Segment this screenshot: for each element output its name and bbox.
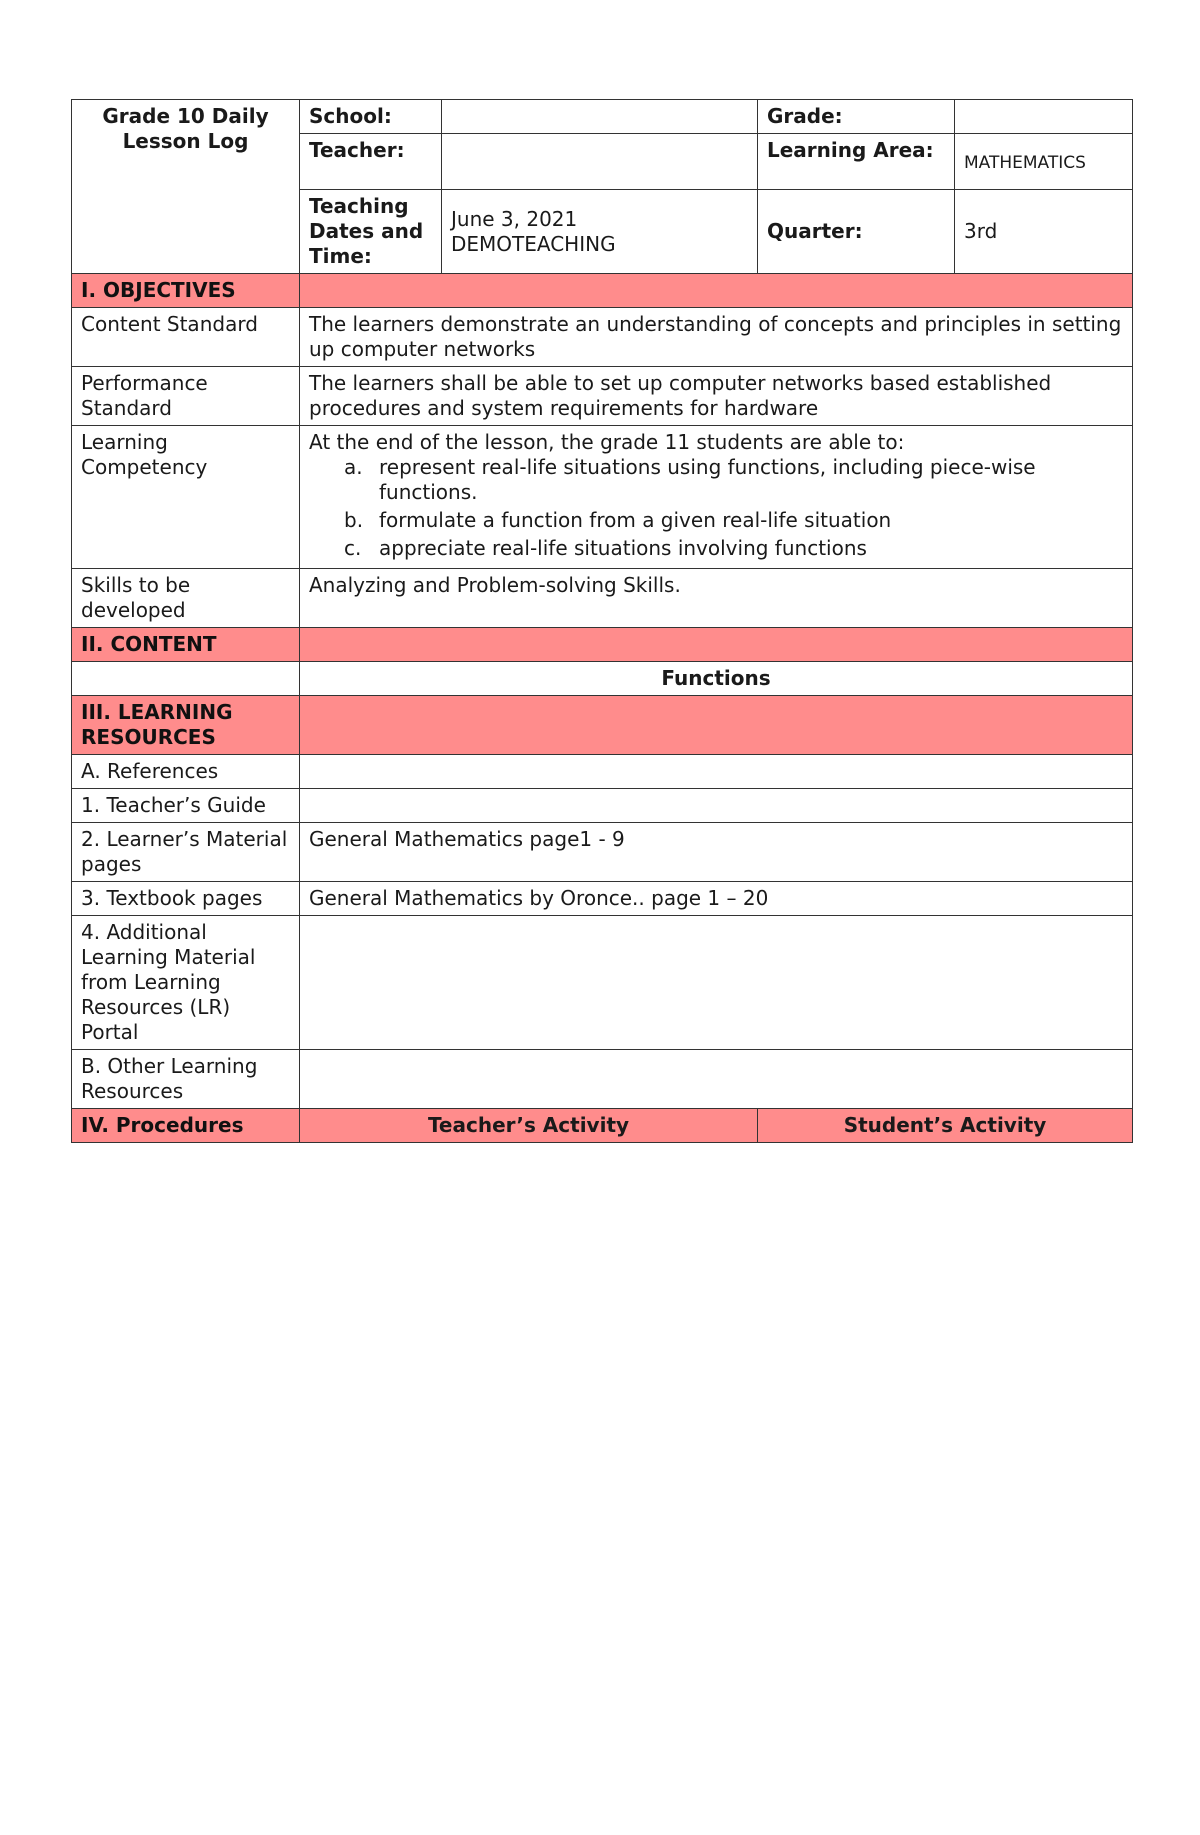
- references-label: A. References: [72, 755, 300, 789]
- teachers-guide-value: [300, 789, 1133, 823]
- competency-list: [309, 455, 1123, 561]
- learning-area-label: Learning Area:: [758, 134, 955, 190]
- content-standard-label: Content Standard: [72, 308, 300, 367]
- competency-value: [300, 426, 1133, 569]
- quarter-label: Quarter:: [758, 190, 955, 274]
- content-topic-empty: [72, 662, 300, 696]
- dates-line-1: June 3, 2021: [451, 206, 578, 231]
- other-resources-value: [300, 1050, 1133, 1109]
- school-value: [442, 100, 758, 134]
- competency-marker: c.: [344, 536, 362, 560]
- competency-text: formulate a function from a given real-life situation: [379, 508, 892, 532]
- objectives-heading-fill: [300, 274, 1133, 308]
- student-activity-header: Student’s Activity: [758, 1109, 1133, 1143]
- teachers-guide-label: 1. Teacher’s Guide: [72, 789, 300, 823]
- resources-heading-fill: [300, 696, 1133, 755]
- performance-standard-value: The learners shall be able to set up computer networks based established procedures and system requirements for hardware: [300, 367, 1133, 426]
- references-value: [300, 755, 1133, 789]
- dates-label: Teaching Dates and Time:: [300, 190, 442, 274]
- dates-line-2: DEMOTEACHING: [451, 231, 616, 256]
- competency-label: Learning Competency: [72, 426, 300, 569]
- textbook-label: 3. Textbook pages: [72, 882, 300, 916]
- additional-material-label: 4. Additional Learning Material from Learning Resources (LR) Portal: [72, 916, 300, 1050]
- learners-material-label: 2. Learner’s Material pages: [72, 823, 300, 882]
- content-standard-value: The learners demonstrate an understanding of concepts and principles in setting up computer networks: [300, 308, 1133, 367]
- competency-intro: At the end of the lesson, the grade 11 students are able to:: [309, 430, 905, 454]
- skills-label: Skills to be developed: [72, 569, 300, 628]
- dates-value: [442, 190, 758, 274]
- grade-value: [955, 100, 1133, 134]
- additional-material-value: [300, 916, 1133, 1050]
- content-topic: Functions: [300, 662, 1133, 696]
- performance-standard-label: Performance Standard: [72, 367, 300, 426]
- procedures-heading: IV. Procedures: [72, 1109, 300, 1143]
- other-resources-label: B. Other Learning Resources: [72, 1050, 300, 1109]
- learners-material-value: General Mathematics page1 - 9: [300, 823, 1133, 882]
- competency-marker: b.: [344, 508, 364, 532]
- content-heading-fill: [300, 628, 1133, 662]
- competency-marker: a.: [344, 455, 363, 479]
- school-label: School:: [300, 100, 442, 134]
- quarter-value: 3rd: [955, 190, 1133, 274]
- content-heading: II. CONTENT: [72, 628, 300, 662]
- competency-item: [344, 536, 1123, 561]
- teacher-value: [442, 134, 758, 190]
- teacher-activity-header: Teacher’s Activity: [300, 1109, 758, 1143]
- competency-text: represent real-life situations using functions, including piece-wise functions.: [379, 455, 1036, 504]
- textbook-value: General Mathematics by Oronce.. page 1 – 20: [300, 882, 1133, 916]
- resources-heading: III. LEARNING RESOURCES: [72, 696, 300, 755]
- learning-area-value: MATHEMATICS: [955, 134, 1133, 190]
- skills-value: Analyzing and Problem-solving Skills.: [300, 569, 1133, 628]
- grade-label: Grade:: [758, 100, 955, 134]
- competency-item: [344, 455, 1123, 505]
- daily-lesson-log-table: [71, 99, 1133, 1143]
- competency-text: appreciate real-life situations involving functions: [379, 536, 867, 560]
- objectives-heading: I. OBJECTIVES: [72, 274, 300, 308]
- teacher-label: Teacher:: [300, 134, 442, 190]
- log-title: Grade 10 Daily Lesson Log: [72, 100, 300, 274]
- competency-item: [344, 508, 1123, 533]
